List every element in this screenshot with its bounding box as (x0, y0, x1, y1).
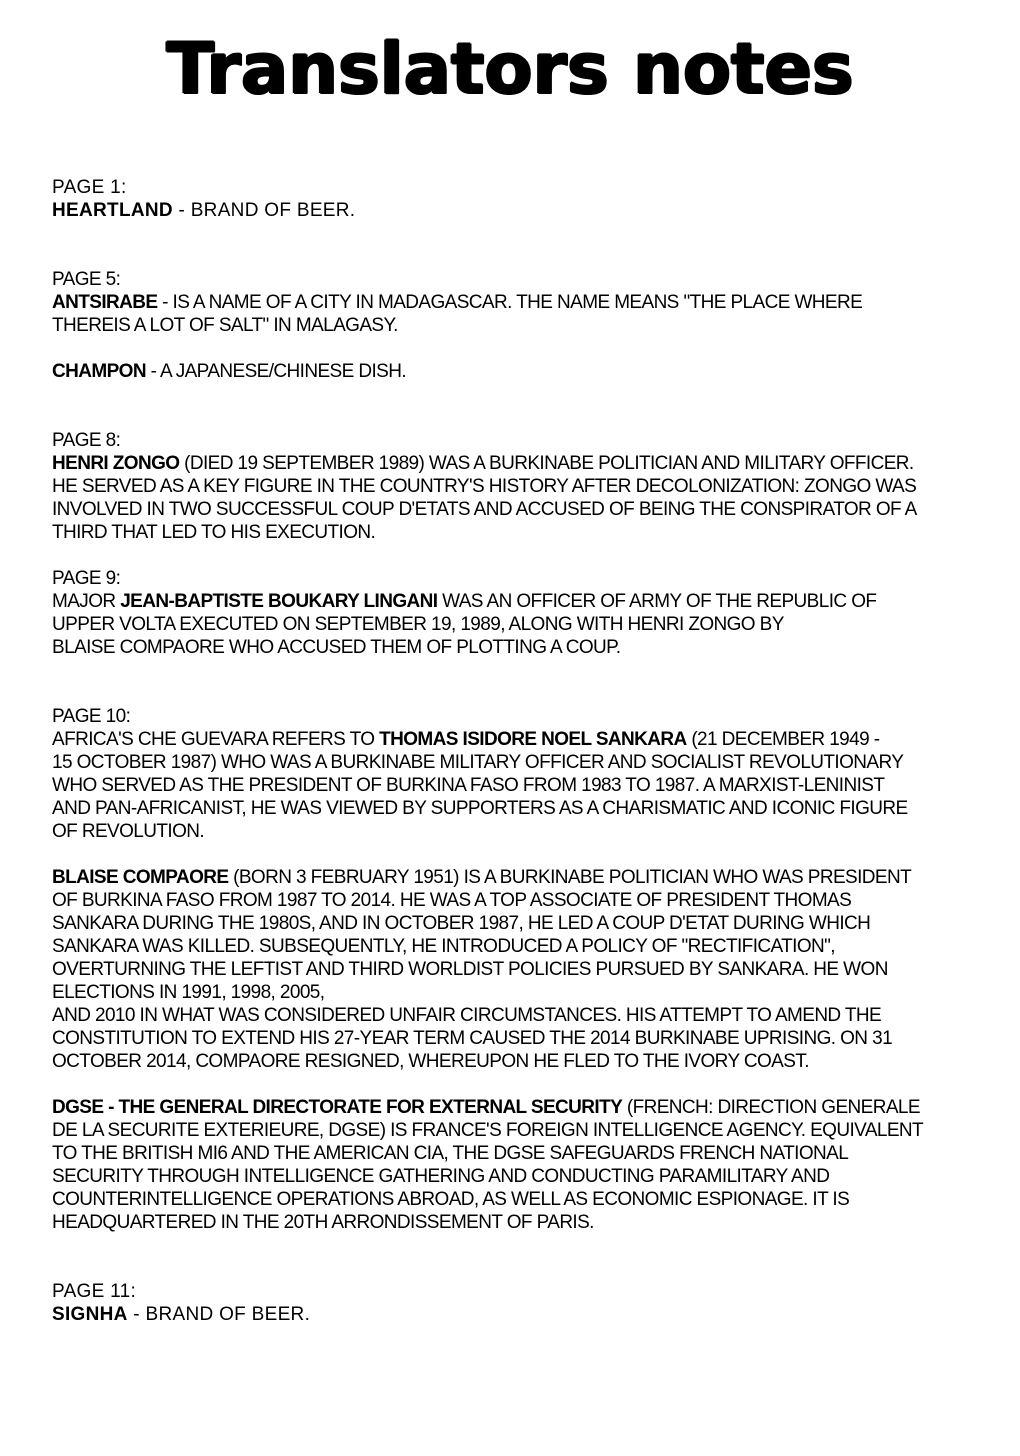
text-segment: THEREIS A LOT OF SALT" IN MALAGASY. (52, 315, 398, 336)
text-segment: OF REVOLUTION. (52, 821, 205, 842)
note-paragraph (52, 452, 984, 544)
text-line (52, 797, 984, 820)
note-paragraph (52, 360, 984, 383)
note-paragraph (52, 728, 984, 843)
text-line (52, 636, 984, 659)
text-segment: SANKARA DURING THE 1980S, AND IN OCTOBER 1987, HE LED A COUP D'ETAT DURING WHICH (52, 913, 871, 934)
text-line (52, 590, 984, 613)
text-line (52, 981, 984, 1004)
text-segment: (DIED 19 SEPTEMBER 1989) WAS A BURKINABE POLITICIAN AND MILITARY OFFICER. (179, 453, 914, 474)
text-line (52, 1142, 984, 1165)
note-paragraph (52, 199, 984, 222)
note-paragraph (52, 1303, 984, 1326)
text-segment: AND PAN-AFRICANIST, HE WAS VIEWED BY SUPPORTERS AS A CHARISMATIC AND ICONIC FIGURE (52, 798, 908, 819)
text-segment: WAS AN OFFICER OF ARMY OF THE REPUBLIC OF (437, 591, 877, 612)
text-line (52, 774, 984, 797)
text-segment: INVOLVED IN TWO SUCCESSFUL COUP D'ETATS AND ACCUSED OF BEING THE CONSPIRATOR OF A (52, 499, 917, 520)
note-section-2 (52, 268, 984, 383)
text-line (52, 360, 984, 383)
note-paragraph (52, 866, 984, 1073)
text-segment: COUNTERINTELLIGENCE OPERATIONS ABROAD, AS WELL AS ECONOMIC ESPIONAGE. IT IS (52, 1189, 850, 1210)
text-line (52, 820, 984, 843)
text-segment: ELECTIONS IN 1991, 1998, 2005, (52, 982, 325, 1003)
note-paragraph (52, 1096, 984, 1234)
text-line (52, 1050, 984, 1073)
page-label: PAGE 10: (52, 706, 131, 727)
notes (52, 176, 984, 1326)
term-bold: ANTSIRABE (52, 292, 158, 313)
term-bold: JEAN-BAPTISTE BOUKARY LINGANI (120, 591, 438, 612)
text-segment: WHO SERVED AS THE PRESIDENT OF BURKINA FASO FROM 1983 TO 1987. A MARXIST-LENINIST (52, 775, 885, 796)
text-segment: - BRAND OF BEER. (127, 1304, 311, 1325)
text-line (52, 751, 984, 774)
text-segment: - BRAND OF BEER. (172, 200, 356, 221)
text-segment: AND 2010 IN WHAT WAS CONSIDERED UNFAIR CIRCUMSTANCES. HIS ATTEMPT TO AMEND THE (52, 1005, 882, 1026)
text-segment: - IS A NAME OF A CITY IN MADAGASCAR. THE NAME MEANS "THE PLACE WHERE (157, 292, 863, 313)
note-section-6 (52, 1280, 984, 1326)
text-segment: THIRD THAT LED TO HIS EXECUTION. (52, 522, 376, 543)
text-line (52, 1165, 984, 1188)
text-line (52, 199, 984, 222)
text-segment: (BORN 3 FEBRUARY 1951) IS A BURKINABE POLITICIAN WHO WAS PRESIDENT (228, 867, 912, 888)
term-bold: HEARTLAND (52, 200, 173, 221)
term-bold: SIGNHA (52, 1304, 128, 1325)
text-line (52, 1303, 984, 1326)
text-segment: HEADQUARTERED IN THE 20TH ARRONDISSEMENT OF PARIS. (52, 1212, 594, 1233)
text-segment: OCTOBER 2014, COMPAORE RESIGNED, WHEREUPON HE FLED TO THE IVORY COAST. (52, 1051, 809, 1072)
term-bold: HENRI ZONGO (52, 453, 180, 474)
text-segment: CONSTITUTION TO EXTEND HIS 27-YEAR TERM CAUSED THE 2014 BURKINABE UPRISING. ON 31 (52, 1028, 893, 1049)
text-segment: DE LA SECURITE EXTERIEURE, DGSE) IS FRANCE'S FOREIGN INTELLIGENCE AGENCY. EQUIVALENT (52, 1120, 924, 1141)
text-segment: OVERTURNING THE LEFTIST AND THIRD WORLDIST POLICIES PURSUED BY SANKARA. HE WON (52, 959, 888, 980)
term-bold: CHAMPON (52, 361, 146, 382)
page-label: PAGE 9: (52, 568, 121, 589)
note-paragraph (52, 291, 984, 337)
page-label: PAGE 5: (52, 269, 121, 290)
note-paragraph (52, 590, 984, 659)
text-line (52, 866, 984, 889)
text-line (52, 889, 984, 912)
text-segment: - A JAPANESE/CHINESE DISH. (145, 361, 407, 382)
text-line (52, 475, 984, 498)
text-line (52, 498, 984, 521)
text-line (52, 912, 984, 935)
text-line (52, 1119, 984, 1142)
text-segment: OF BURKINA FASO FROM 1987 TO 2014. HE WAS A TOP ASSOCIATE OF PRESIDENT THOMAS (52, 890, 852, 911)
text-segment: SANKARA WAS KILLED. SUBSEQUENTLY, HE INTRODUCED A POLICY OF "RECTIFICATION", (52, 936, 835, 957)
term-bold: THOMAS ISIDORE NOEL SANKARA (379, 729, 687, 750)
page-title: Translators notes (166, 28, 854, 110)
text-segment: TO THE BRITISH MI6 AND THE AMERICAN CIA, THE DGSE SAFEGUARDS FRENCH NATIONAL (52, 1143, 849, 1164)
text-line (52, 1096, 984, 1119)
note-section-1 (52, 176, 984, 222)
text-segment: SECURITY THROUGH INTELLIGENCE GATHERING AND CONDUCTING PARAMILITARY AND (52, 1166, 830, 1187)
term-bold: BLAISE COMPAORE (52, 867, 229, 888)
text-line (52, 935, 984, 958)
text-segment: AFRICA'S CHE GUEVARA REFERS TO (52, 729, 380, 750)
text-segment: MAJOR (52, 591, 121, 612)
text-line (52, 1188, 984, 1211)
text-segment: (21 DECEMBER 1949 - (686, 729, 880, 750)
text-line (52, 1027, 984, 1050)
text-segment: HE SERVED AS A KEY FIGURE IN THE COUNTRY'S HISTORY AFTER DECOLONIZATION: ZONGO WAS (52, 476, 917, 497)
page-label: PAGE 8: (52, 430, 121, 451)
term-bold: DGSE - THE GENERAL DIRECTORATE FOR EXTERNAL SECURITY (52, 1097, 623, 1118)
text-line (52, 613, 984, 636)
page-label: PAGE 11: (52, 1281, 137, 1302)
text-line (52, 958, 984, 981)
text-line (52, 452, 984, 475)
text-segment: UPPER VOLTA EXECUTED ON SEPTEMBER 19, 1989, ALONG WITH HENRI ZONGO BY (52, 614, 784, 635)
text-line (52, 728, 984, 751)
text-line (52, 521, 984, 544)
note-section-4 (52, 567, 984, 659)
text-line (52, 291, 984, 314)
text-segment: (FRENCH: DIRECTION GENERALE (622, 1097, 920, 1118)
text-segment: BLAISE COMPAORE WHO ACCUSED THEM OF PLOTTING A COUP. (52, 637, 621, 658)
note-section-5 (52, 705, 984, 1234)
text-segment: 15 OCTOBER 1987) WHO WAS A BURKINABE MILITARY OFFICER AND SOCIALIST REVOLUTIONARY (52, 752, 904, 773)
text-line (52, 314, 984, 337)
note-section-3 (52, 429, 984, 544)
text-line (52, 1211, 984, 1234)
page-label: PAGE 1: (52, 177, 127, 198)
text-line (52, 1004, 984, 1027)
